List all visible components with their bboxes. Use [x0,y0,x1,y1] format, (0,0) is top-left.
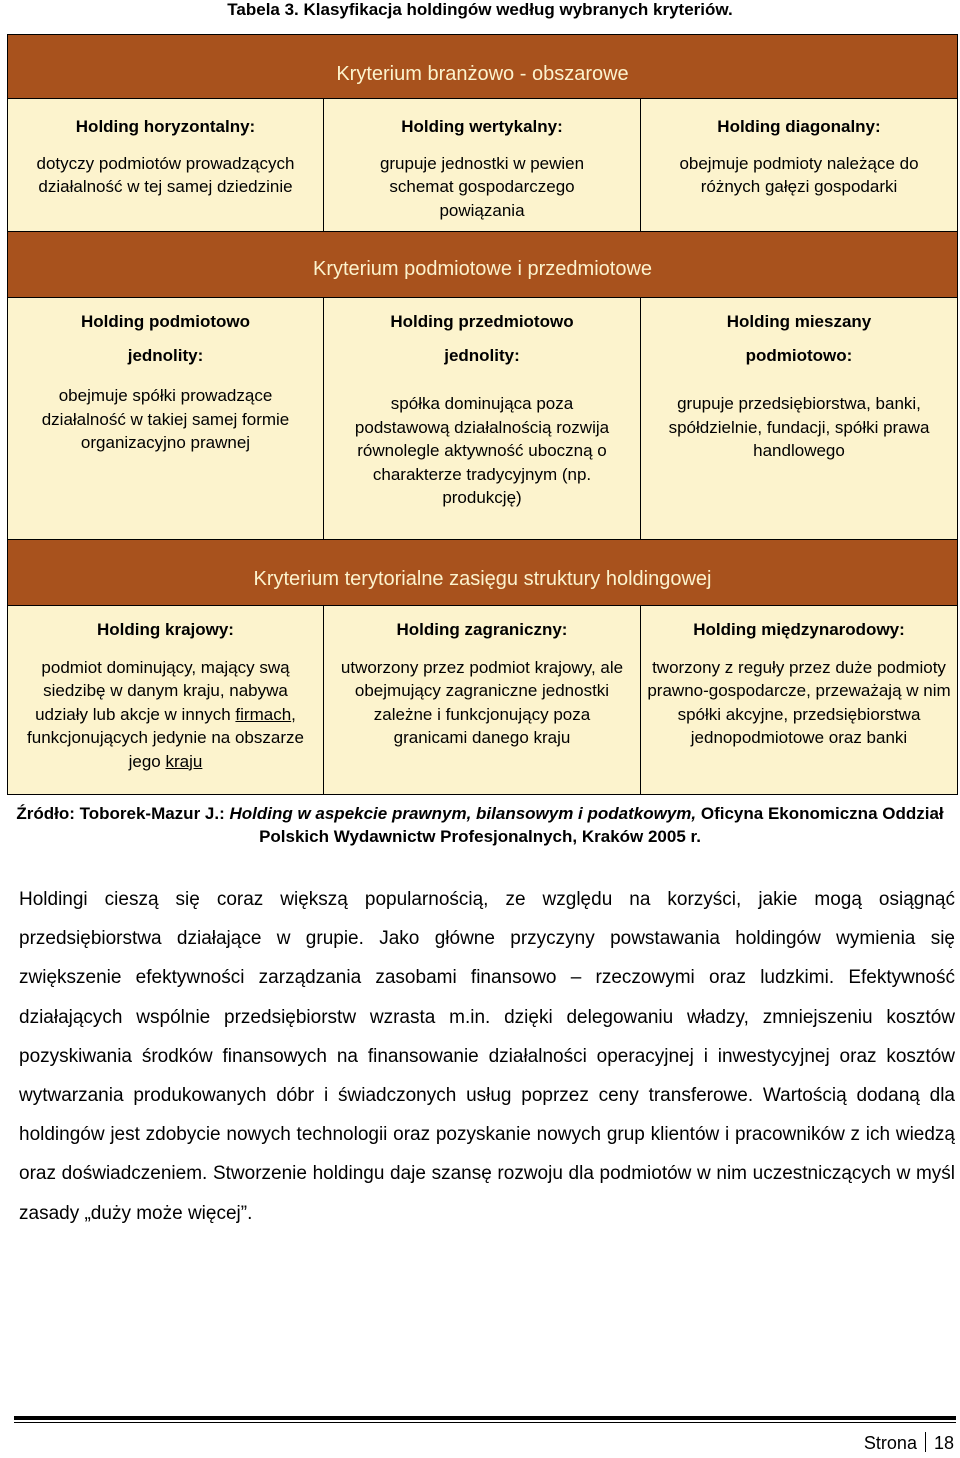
page-number: Strona 18 [863,1433,954,1453]
table-source: Źródło: Toborek-Mazur J.: Holding w aspekcie prawnym, bilansowym i podatkowym, Oficyna Ekonomiczna Oddział Polskich Wydawnictw Profesjonalnych, Kraków 2005 r. [16,804,944,846]
cell-heading: Holding krajowy: [97,620,234,639]
section-header-territorial: Kryterium terytorialne zasięgu struktury holdingowej [8,540,958,606]
cell-description: grupuje przedsiębiorstwa, banki, spółdzielnie, fundacji, spółki prawa handlowego [668,394,930,460]
cell-description: obejmuje spółki prowadzące działalność w takiej samej formie organizacyjno prawnej [41,386,290,452]
cell-international-holding [641,606,958,795]
cell-heading: Holding przedmiotowo [390,312,574,331]
cell-description: spółka dominująca poza podstawową działalnością rozwija równolegle aktywność uboczną o charakterze tradycyjnym (np. produkcję) [354,394,610,507]
cell-heading: Holding międzynarodowy: [693,620,905,639]
cell-diagonal-holding [641,99,958,232]
cell-domestic-holding [8,606,324,795]
cell-description: obejmuje podmioty należące do różnych gałęzi gospodarki [679,153,919,196]
cell-heading-line2: jednolity: [444,345,520,365]
cell-description: podmiot dominujący, mający swą siedzibę w danym kraju, nabywa udziały lub akcje w innych firmach, funkcjonujących jedynie na obszarze jego kraju [27,657,304,771]
cell-mixed-holding [641,298,958,540]
cell-object-uniform-holding [324,298,641,540]
cell-heading: Holding podmiotowo [80,312,250,331]
cell-heading-line2: jednolity: [127,345,204,365]
cell-subject-uniform-holding [8,298,324,540]
cell-vertical-holding [324,99,641,232]
cell-horizontal-holding [8,99,324,232]
body-paragraph: Holdingi cieszą się coraz większą popularnością, ze względu na korzyści, jakie mogą osiągnąć przedsiębiorstwa działające w grupie. Jako główne przyczyny powstawania holdingów wymienia się zwiększenie efektywności zarządzania zasobami finansowo – rzeczowymi oraz ludzkimi. Efektywność działających wspólnie przedsiębiorstw wzrasta m.in. dzięki delegowaniu władzy, zmniejszeniu kosztów pozyskiwania środków finansowych na finansowanie działalności operacyjnej i inwestycyjnej oraz kosztów wytwarzania produkowanych dóbr i świadczonych usług poprzez ceny transferowe. Wartością dodaną dla holdingów jest zdobycie nowych technologii oraz pozyskanie nowych grup klientów i pracowników z ich wiedzą oraz doświadczeniem. Stworzenie holdingu daje szansę rozwoju dla podmiotów w nim uczestniczących w myśl zasady „duży może więcej”. [19,889,955,1224]
cell-heading: Holding wertykalny: [401,117,563,136]
cell-description: grupuje jednostki w pewien schemat gospodarczego powiązania [379,153,585,220]
table-caption: Tabela 3. Klasyfikacja holdingów według wybranych kryteriów. [227,0,733,19]
cell-heading: Holding horyzontalny: [75,117,256,136]
cell-heading-line2: podmiotowo: [745,345,853,365]
cell-description: utworzony przez podmiot krajowy, ale obejmujący zagraniczne jednostki zależne i funkcjonujący poza granicami danego kraju [340,657,624,747]
footer-rule-thin [14,1422,956,1423]
page-number-separator [925,1432,926,1452]
cell-heading: Holding diagonalny: [717,117,881,136]
cell-heading: Holding zagraniczny: [396,620,568,639]
cell-foreign-holding [324,606,641,795]
section-header-industry: Kryterium branżowo - obszarowe [8,35,958,99]
cell-heading: Holding mieszany [726,312,872,331]
holding-classification-table [7,34,958,795]
footer-rule [14,1416,956,1420]
section-header-subject: Kryterium podmiotowe i przedmiotowe [8,232,958,298]
cell-description: tworzony z reguły przez duże podmioty prawno-gospodarcze, przeważają w nim spółki akcyjne, przedsiębiorstwa jednopodmiotowe oraz banki [647,657,951,747]
cell-description: dotyczy podmiotów prowadzących działalność w tej samej dziedzinie [36,153,295,196]
